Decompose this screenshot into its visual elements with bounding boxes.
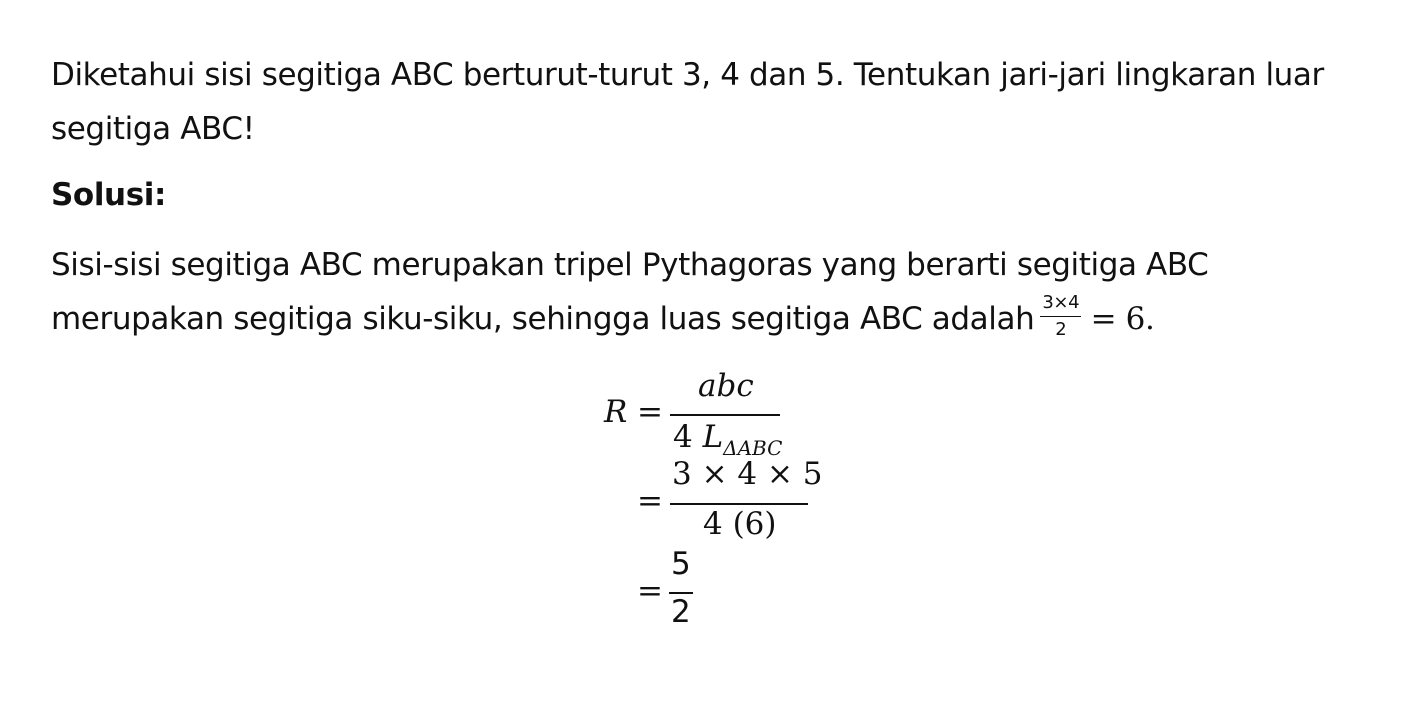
formula-denominator-2: 4 (6) (703, 506, 777, 542)
area-result: = 6. (1090, 301, 1155, 337)
formula-numerator-2: 3 × 4 × 5 (672, 456, 823, 492)
explanation-text: Sisi-sisi segitiga ABC merupakan tripel Pythagoras yang berarti segitiga ABC merupakan segitiga siku-siku, sehingga luas segitiga ABC adalah (51, 247, 1209, 337)
formula-lhs-r: R (604, 394, 628, 430)
formula-equals-3: = (637, 573, 663, 609)
formula-denominator-3: 2 (671, 594, 691, 630)
question-text: Diketahui sisi segitiga ABC berturut-turut 3, 4 dan 5. Tentukan jari-jari lingkaran luar segitiga ABC! (51, 57, 1324, 147)
area-fraction-denominator: 2 (1055, 319, 1067, 340)
formula-denominator-sub: ΔABC (723, 436, 783, 460)
formula-numerator-3: 5 (671, 546, 691, 582)
formula-numerator-abc: abc (698, 368, 754, 404)
area-fraction-numerator: 3×4 (1040, 293, 1081, 317)
fraction-bar-2 (670, 503, 808, 505)
formula-denominator-l: L (702, 419, 724, 455)
explanation-paragraph (51, 238, 1381, 346)
solution-heading: Solusi: (51, 177, 166, 213)
formula-denominator-1 (673, 419, 783, 460)
formula-denominator-coef: 4 (673, 419, 703, 455)
fraction-bar-1 (670, 414, 780, 416)
formula-equals-2: = (637, 483, 663, 519)
area-fraction (1040, 293, 1081, 340)
formula-equals-1: = (637, 394, 663, 430)
